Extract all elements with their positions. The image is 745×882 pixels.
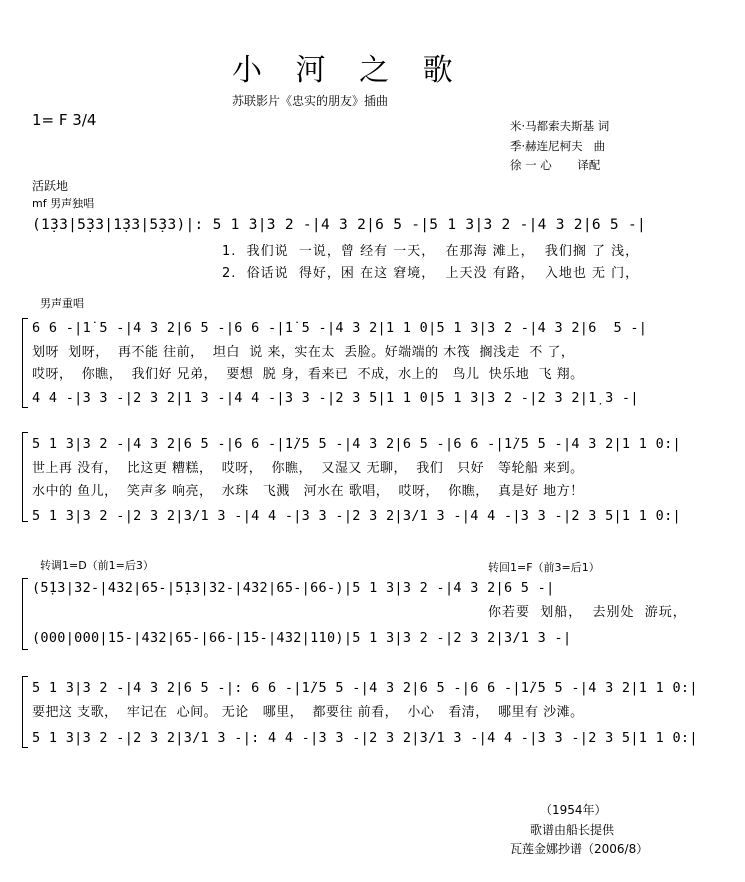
system5-brace	[22, 676, 28, 748]
system1-notes: (1̣33|5̣33|1̣33|5̣33)|: 5 1 3|3 2 -|4 3 2|6 5 -|5 1 3|3 2 -|4 3 2|6 5 -|	[32, 217, 647, 233]
song-subtitle: 苏联影片《忠实的朋友》插曲	[232, 94, 389, 108]
system3-lyric-verse2: 水中的 鱼儿， 笑声多 响亮， 水珠 飞溅 河水在 歌唱， 哎呀， 你瞧， 真是好 地方！	[32, 484, 584, 499]
composer-credit: 季·赫连尼柯夫 曲	[510, 139, 606, 153]
system3-lyric-verse1: 世上再 没有， 比这更 糟糕， 哎呀， 你瞧， 又湿又 无聊， 我们 只好 等轮船 来到。	[32, 461, 584, 476]
system1-lyric-verse2: 2. 俗话说 得好，困 在这 窘境， 上天没 有路， 入地也 无 门，	[222, 266, 640, 281]
system3-upper-notes: 5 1 3|3 2 -|4 3 2|6 5 -|6 6 -|1̇/5 5 -|4 3 2|6 5 -|6 6 -|1̇/5 5 -|4 3 2|1 1 0:|	[32, 436, 681, 452]
song-title: 小 河 之 歌	[232, 53, 465, 88]
modulate-label: 转调1=D（前1=后3）	[40, 559, 154, 572]
system5-lyric: 要把这 支歌， 牢记在 心间。 无论 哪里， 都要往 前看， 小心 看清， 哪里有 沙滩。	[32, 705, 584, 720]
lyricist-credit: 米·马都索夫斯基 词	[510, 119, 610, 133]
system4-lower-notes: (000|000|1̇5-|432|65-|66-|1̇5-|432|110)|5 1 3|3 2 -|2 3 2|3/1 3 -|	[32, 630, 572, 646]
system3-brace	[22, 432, 28, 522]
system4-lyric: 你若要 划船， 去别处 游玩，	[488, 605, 687, 620]
duet-label: 男声重唱	[40, 297, 84, 310]
provider-note: 歌谱由船长提供	[530, 823, 615, 837]
dynamic-marking: mf 男声独唱	[32, 197, 95, 210]
system2-brace	[22, 318, 28, 408]
key-signature: 1= F 3/4	[32, 111, 97, 129]
year-note: （1954年）	[540, 803, 607, 817]
system2-lyric-verse1: 划呀 划呀， 再不能 往前， 坦白 说 来，实在太 丢脸。好端端的 木筏 搁浅走 不 了，	[32, 345, 575, 360]
system3-lower-notes: 5 1 3|3 2 -|2 3 2|3/1 3 -|4 4 -|3 3 -|2 3 2|3/1 3 -|4 4 -|3 3 -|2 3 5|1 1 0:|	[32, 508, 681, 524]
system2-upper-notes: 6 6 -|1̇ 5 -|4 3 2|6 5 -|6 6 -|1̇ 5 -|4 3 2|1 1 0|5 1 3|3 2 -|4 3 2|6 5 -|	[32, 320, 648, 336]
translator-credit: 徐 一 心 译配	[510, 158, 601, 172]
tempo-marking: 活跃地	[32, 179, 69, 193]
return-key-label: 转回1=F（前3=后1）	[488, 561, 600, 574]
transcriber-note: 瓦莲金娜抄谱（2006/8）	[510, 842, 649, 856]
system5-lower-notes: 5 1 3|3 2 -|2 3 2|3/1 3 -|: 4 4 -|3 3 -|2 3 2|3/1 3 -|4 4 -|3 3 -|2 3 5|1 1 0:|	[32, 730, 698, 746]
system4-brace	[22, 578, 28, 650]
system2-lyric-verse2: 哎呀， 你瞧， 我们好 兄弟， 要想 脱 身，看来已 不成，水上的 鸟儿 快乐地 飞 翔。	[32, 367, 584, 382]
system4-upper-notes: (5̣13|32-|432|65-|5̣13|32-|432|65-|66-)|5 1 3|3 2 -|4 3 2|6 5 -|	[32, 580, 555, 596]
system2-lower-notes: 4 4 -|3 3 -|2 3 2|1 3 -|4 4 -|3 3 -|2 3 5|1 1 0|5 1 3|3 2 -|2 3 2|1̣ 3 -|	[32, 390, 639, 406]
system5-upper-notes: 5 1 3|3 2 -|4 3 2|6 5 -|: 6 6 -|1̇/5 5 -|4 3 2|6 5 -|6 6 -|1̇/5 5 -|4 3 2|1 1 0:|	[32, 680, 698, 696]
system1-lyric-verse1: 1. 我们说 一说，曾 经有 一天， 在那海 滩上， 我们搁 了 浅，	[222, 244, 640, 259]
